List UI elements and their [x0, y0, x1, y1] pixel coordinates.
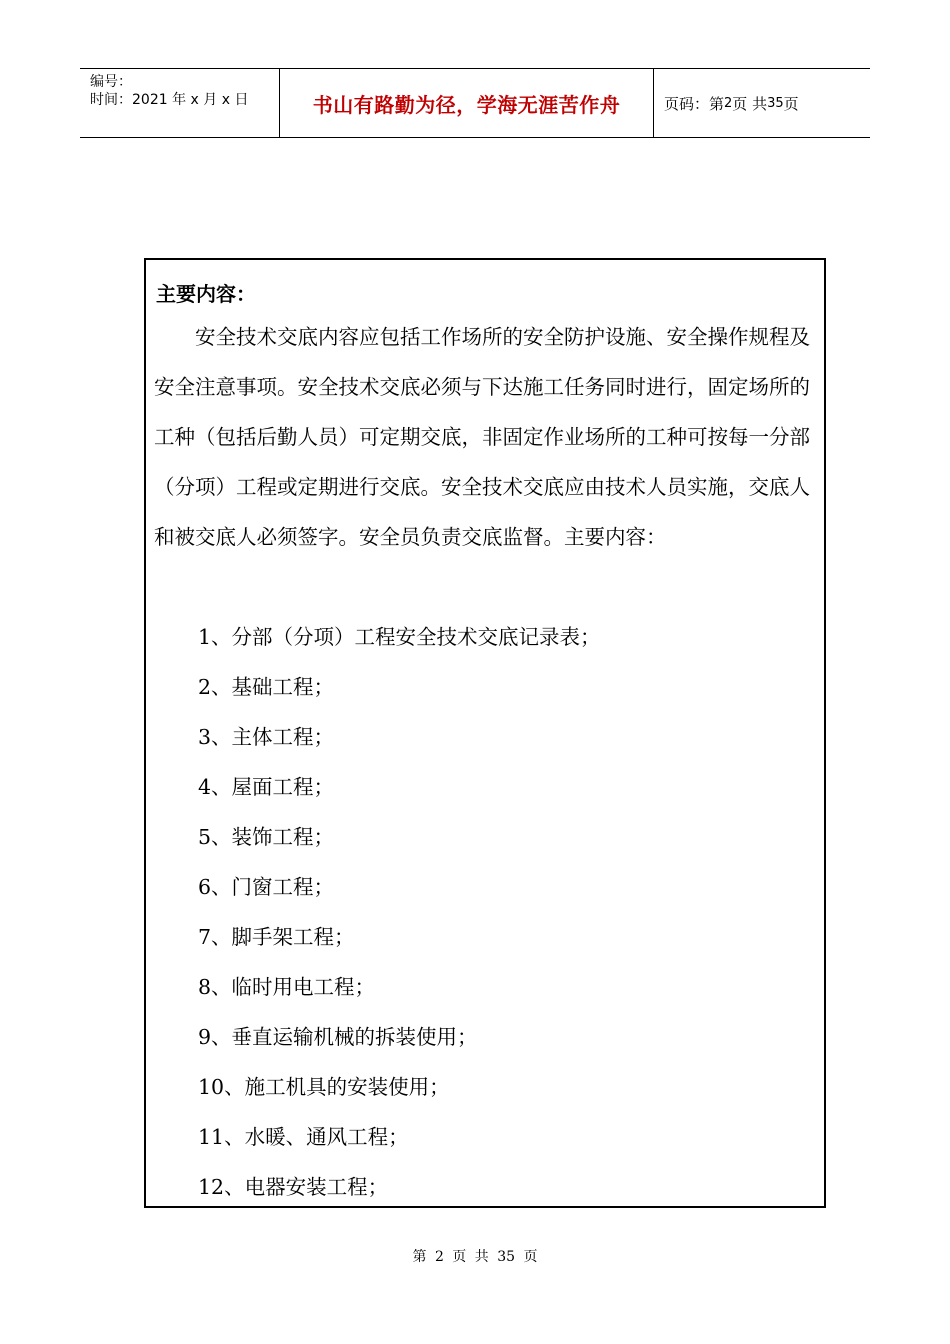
list-item: 10、施工机具的安装使用； [198, 1075, 450, 1099]
paragraph-text: 安全技术交底内容应包括工作场所的安全防护设施、安全操作规程及安全注意事项。安全技术交底必须与下达施工任务同时进行，固定场所的工种（包括后勤人员）可定期交底，非固定作业场所的工种可按每一分部（分项）工程或定期进行交底。安全技术交底应由技术人员实施，交底人和被交底人必须签字。安全员负责交底监督。主要内容： [154, 325, 810, 549]
date-label: 时间：2021 年 x 月 x 日 [90, 92, 249, 108]
list-item: 9、垂直运输机械的拆装使用； [198, 1025, 478, 1049]
list-item: 4、屋面工程； [198, 775, 335, 799]
list-item: 7、脚手架工程； [198, 925, 355, 949]
document-header [80, 68, 870, 138]
list-item: 3、主体工程； [198, 725, 335, 749]
content-paragraph [154, 312, 818, 562]
main-content-box [144, 258, 826, 1208]
list-item: 1、分部（分项）工程安全技术交底记录表； [198, 625, 601, 649]
page-prefix: 页码：第 [664, 94, 725, 113]
section-title: 主要内容： [156, 282, 256, 306]
content-list [198, 612, 601, 1212]
list-item: 11、水暖、通风工程； [198, 1125, 409, 1149]
header-page-indicator [654, 69, 870, 137]
page-current: 2 [724, 95, 733, 111]
page-suffix: 页 [783, 94, 799, 113]
serial-number-label: 编号： [90, 74, 132, 90]
list-item: 12、电器安装工程； [198, 1175, 389, 1199]
list-item: 5、装饰工程； [198, 825, 335, 849]
list-item: 6、门窗工程； [198, 875, 335, 899]
page-footer: 第 2 页 共 35 页 [412, 1249, 538, 1265]
list-item: 8、临时用电工程； [198, 975, 376, 999]
header-motto: 书山有路勤为径，学海无涯苦作舟 [280, 69, 654, 137]
page-mid: 页 共 [732, 94, 768, 113]
header-meta [80, 69, 280, 137]
list-item: 2、基础工程； [198, 675, 335, 699]
page-total: 35 [767, 95, 784, 111]
